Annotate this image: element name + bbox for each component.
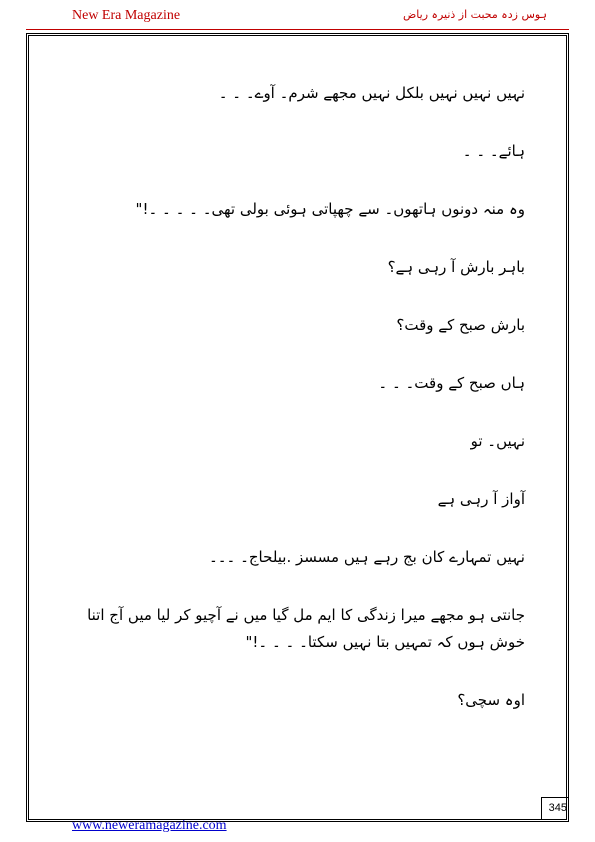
- paragraph: ہاں صبح کے وقت۔ ۔ ۔: [378, 374, 525, 392]
- paragraph: وہ منہ دونوں ہاتھوں۔ سے چھپاتی ہوئی بولی تھی۔ ۔ ۔ ۔ ۔!": [135, 200, 525, 218]
- story-body: [70, 80, 525, 745]
- novel-title: ہوس زدہ محبت از ذنیرہ ریاض: [403, 8, 547, 21]
- paragraph: بارش صبح کے وقت؟: [396, 316, 525, 334]
- magazine-name: New Era Magazine: [72, 8, 181, 23]
- paragraph: اوہ سچی؟: [457, 691, 525, 709]
- paragraph: باہر بارش آ رہی ہے؟: [387, 258, 525, 276]
- paragraph: نہیں نہیں نہیں بلکل نہیں مجھے شرم۔ آوے۔ ۔ ۔: [218, 84, 525, 102]
- paragraph: آواز آ رہی ہے: [437, 490, 525, 508]
- website-link[interactable]: www.neweramagazine.com: [72, 818, 227, 833]
- paragraph: نہیں۔ تو: [470, 432, 525, 450]
- paragraph: نہیں تمہارے کان بج رہے ہیں مسسز .بیلحاج۔ ۔۔۔: [208, 548, 525, 566]
- paragraph: جانتی ہو مجھے میرا زندگی کا ایم مل گیا میں نے آچیو کر لیا میں آج اتنا خوش ہوں کہ تمہیں بتا نہیں سکتا۔ ۔ ۔ ۔!": [87, 606, 525, 651]
- page-number: 345: [541, 797, 569, 819]
- paragraph: ہائے۔ ۔ ۔: [462, 142, 525, 160]
- header-rule: [26, 29, 569, 30]
